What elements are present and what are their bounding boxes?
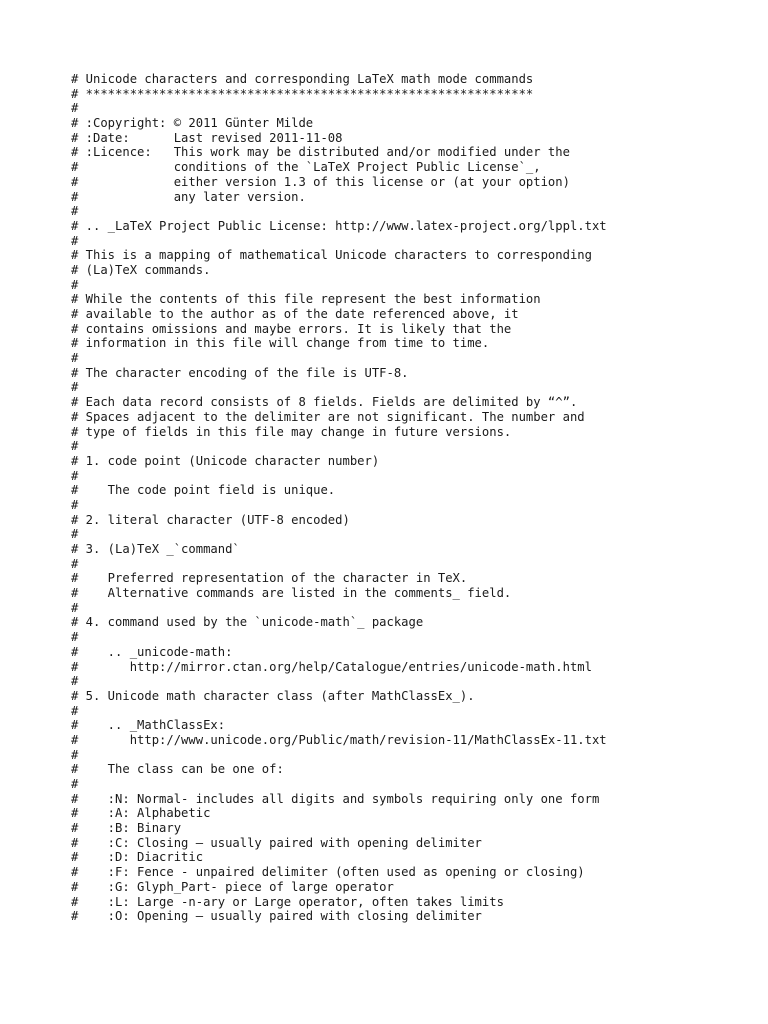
text-line: # :N: Normal- includes all digits and symbols requiring only one form: [71, 791, 600, 806]
text-line: #: [71, 747, 79, 762]
text-line: # .. _LaTeX Project Public License: http://www.latex-project.org/lppl.txt: [71, 218, 607, 233]
text-line: # (La)TeX commands.: [71, 262, 211, 277]
text-line: # conditions of the `LaTeX Project Public License`_,: [71, 160, 541, 175]
text-line: # The character encoding of the file is UTF-8.: [71, 365, 409, 380]
text-line: # 5. Unicode math character class (after MathClassEx_).: [71, 688, 475, 703]
text-line: # 2. literal character (UTF-8 encoded): [71, 512, 350, 527]
text-line: # .. _MathClassEx:: [71, 718, 226, 733]
text-line: # 4. command used by the `unicode-math`_ package: [71, 615, 424, 630]
text-line: #: [71, 277, 79, 292]
text-line: # :Licence: This work may be distributed and/or modified under the: [71, 145, 570, 160]
text-line: # :G: Glyph_Part- piece of large operator: [71, 879, 394, 894]
text-line: # http://www.unicode.org/Public/math/revision-11/MathClassEx-11.txt: [71, 732, 607, 747]
text-line: # information in this file will change from time to time.: [71, 336, 490, 351]
text-line: # Spaces adjacent to the delimiter are not significant. The number and: [71, 409, 585, 424]
text-line: # any later version.: [71, 189, 306, 204]
text-line: #: [71, 556, 79, 571]
text-line: # :D: Diacritic: [71, 850, 204, 865]
text-line: # :Copyright: © 2011 Günter Milde: [71, 116, 314, 131]
text-line: # 1. code point (Unicode character number): [71, 453, 380, 468]
text-line: # Preferred representation of the character in TeX.: [71, 571, 468, 586]
text-line: # :B: Binary: [71, 821, 182, 836]
text-line: # The code point field is unique.: [71, 483, 336, 498]
text-line: # :O: Opening – usually paired with closing delimiter: [71, 909, 482, 924]
text-line: # The class can be one of:: [71, 762, 284, 777]
text-line: # 3. (La)TeX _`command`: [71, 542, 240, 556]
text-line: # either version 1.3 of this license or (at your option): [71, 174, 570, 189]
text-line: # *************************************************************: [71, 86, 534, 101]
text-line: # :F: Fence - unpaired delimiter (often used as opening or closing): [71, 865, 585, 880]
text-line: #: [71, 777, 79, 791]
text-line: # available to the author as of the date referenced above, it: [71, 307, 519, 321]
text-line: #: [71, 380, 79, 395]
text-line: # contains omissions and maybe errors. It is likely that the: [71, 321, 512, 336]
text-line: # http://mirror.ctan.org/help/Catalogue/entries/unicode-math.html: [71, 659, 592, 674]
text-line: #: [71, 101, 79, 116]
text-line: #: [71, 233, 79, 248]
text-line: # This is a mapping of mathematical Unicode characters to corresponding: [71, 248, 592, 263]
text-line: # type of fields in this file may change in future versions.: [71, 424, 512, 439]
text-line: # While the contents of this file represent the best information: [71, 292, 541, 307]
text-line: #: [71, 703, 79, 718]
text-line: #: [71, 674, 79, 689]
text-line: #: [71, 600, 79, 615]
text-line: # Unicode characters and corresponding LaTeX math mode commands: [71, 72, 534, 86]
text-line: # :L: Large -n-ary or Large operator, often takes limits: [71, 894, 504, 909]
text-line: #: [71, 204, 79, 219]
text-line: #: [71, 497, 79, 512]
text-line: #: [71, 527, 79, 542]
text-line: # Each data record consists of 8 fields. Fields are delimited by “^”.: [71, 395, 578, 410]
text-line: #: [71, 630, 79, 645]
text-line: #: [71, 468, 79, 483]
text-line: # :C: Closing – usually paired with opening delimiter: [71, 835, 482, 850]
text-line: # :A: Alphabetic: [71, 806, 211, 821]
text-line: # .. _unicode-math:: [71, 644, 233, 659]
text-line: #: [71, 439, 79, 454]
text-line: #: [71, 351, 79, 366]
text-line: # Alternative commands are listed in the comments_ field.: [71, 586, 512, 601]
document-page: [71, 72, 751, 924]
text-line: # :Date: Last revised 2011-11-08: [71, 130, 343, 145]
